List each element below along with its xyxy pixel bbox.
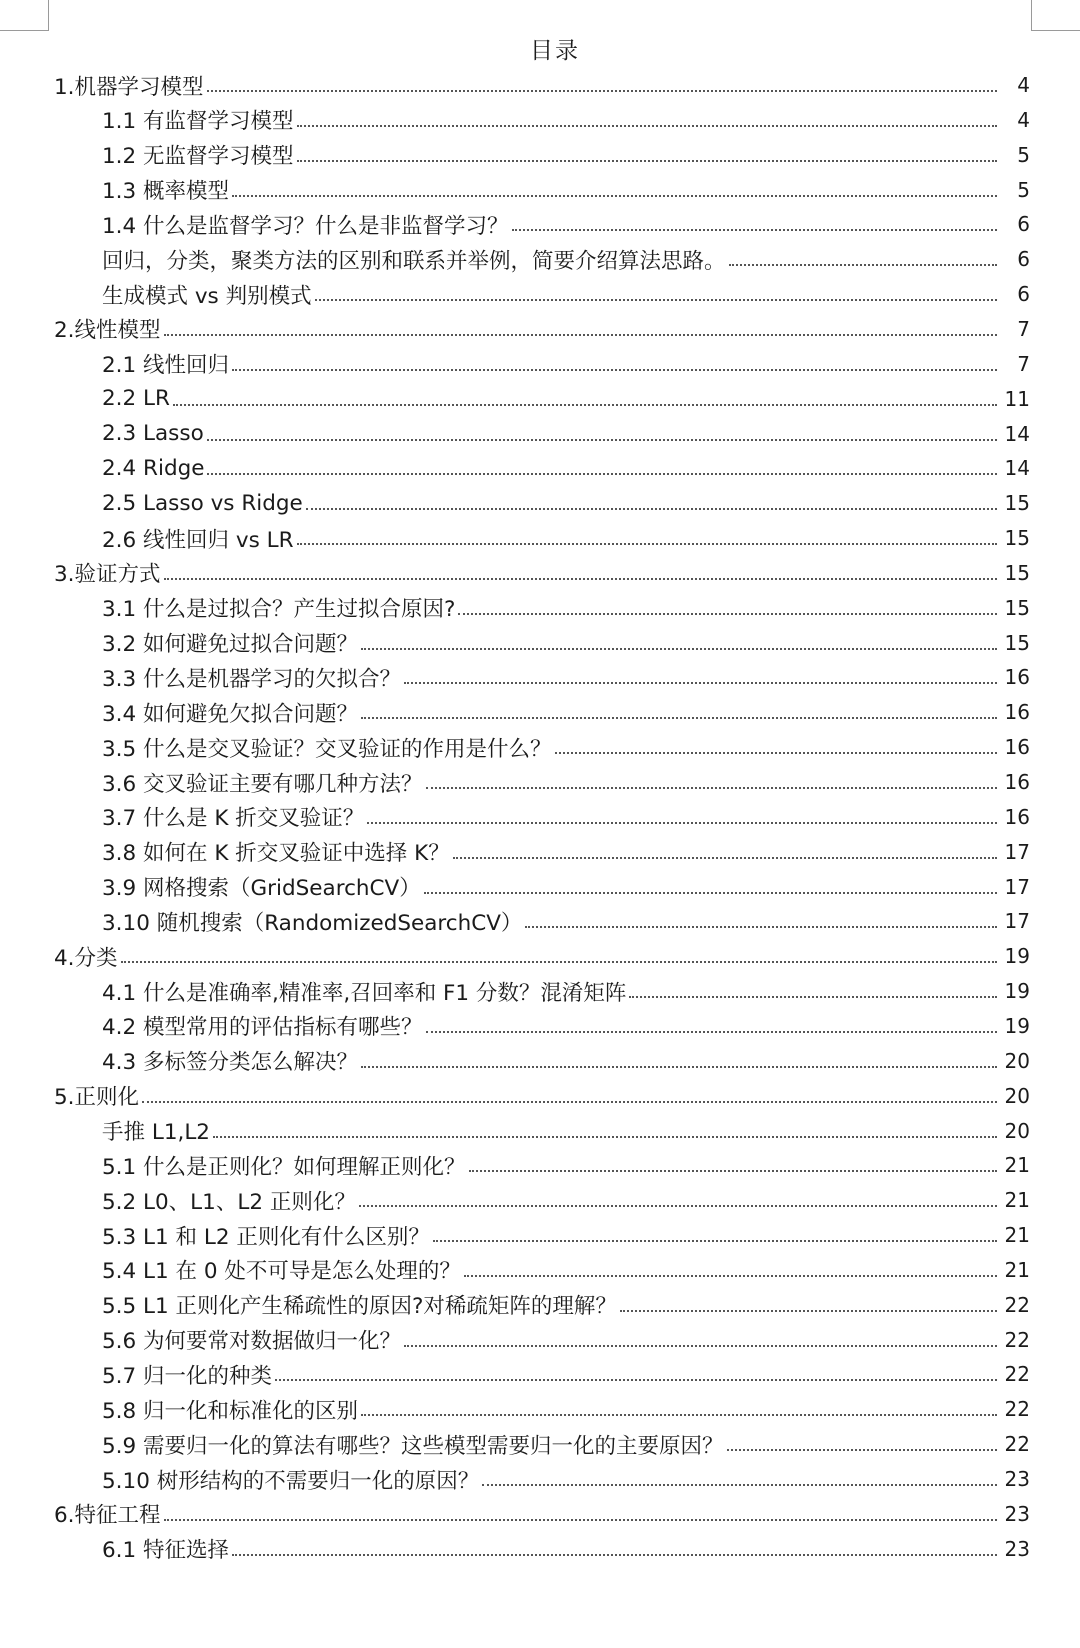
toc-dot-leader: [458, 613, 997, 615]
toc-dot-leader: [359, 1205, 997, 1207]
toc-entry-label: 1.机器学习模型: [54, 74, 204, 100]
toc-dot-leader: [426, 1031, 997, 1033]
toc-section-entry[interactable]: [102, 659, 1030, 695]
toc-section-entry[interactable]: [102, 903, 1030, 939]
toc-entry-label: 5.正则化: [54, 1085, 140, 1111]
toc-section-entry[interactable]: [102, 172, 1030, 208]
toc-section-entry[interactable]: [102, 241, 1030, 277]
toc-page-number: 22: [1004, 1292, 1030, 1317]
toc-dot-leader: [232, 1554, 997, 1556]
toc-page-number: 6: [1017, 282, 1030, 307]
toc-entry-label: 2.6 线性回归 vs LR: [102, 527, 294, 553]
toc-entry-label: 5.8 归一化和标准化的区别: [102, 1398, 359, 1424]
toc-page-number: 5: [1017, 177, 1030, 202]
toc-dot-leader: [453, 857, 997, 859]
toc-section-entry[interactable]: [102, 590, 1030, 626]
toc-section-entry[interactable]: [102, 834, 1030, 870]
toc-dot-leader: [315, 299, 997, 301]
toc-dot-leader: [361, 1066, 997, 1068]
toc-section-entry[interactable]: [102, 102, 1030, 138]
toc-dot-leader: [404, 682, 997, 684]
toc-page-number: 15: [1004, 526, 1030, 551]
toc-entry-label: 4.2 模型常用的评估指标有哪些？: [102, 1015, 423, 1041]
toc-entry-label: 5.10 树形结构的不需要归一化的原因？: [102, 1468, 480, 1494]
toc-entry-label: 6.1 特征选择: [102, 1538, 230, 1564]
toc-entry-label: 3.6 交叉验证主要有哪几种方法？: [102, 771, 423, 797]
toc-dot-leader: [232, 195, 997, 197]
toc-page-number: 14: [1004, 421, 1030, 446]
toc-section-entry[interactable]: [102, 1322, 1030, 1358]
toc-dot-leader: [164, 1519, 997, 1521]
toc-page-number: 7: [1017, 351, 1030, 376]
toc-dot-leader: [525, 926, 997, 928]
toc-section-entry[interactable]: [102, 1461, 1030, 1497]
toc-entry-label: 4.3 多标签分类怎么解决？: [102, 1050, 359, 1076]
toc-section-entry[interactable]: [102, 694, 1030, 730]
toc-dot-leader: [173, 404, 997, 406]
toc-page-number: 19: [1004, 944, 1030, 969]
toc-dot-leader: [424, 892, 997, 894]
toc-page-number: 4: [1017, 73, 1030, 97]
toc-page-number: 22: [1004, 1397, 1030, 1422]
toc-page-number: 16: [1004, 700, 1030, 725]
toc-chapter-entry[interactable]: [54, 311, 1030, 347]
toc-dot-leader: [297, 543, 997, 545]
toc-entry-label: 2.2 LR: [102, 386, 170, 412]
toc-page-number: 16: [1004, 804, 1030, 829]
toc-page-number: 21: [1004, 1257, 1030, 1282]
toc-page-number: 15: [1004, 491, 1030, 516]
toc-dot-leader: [121, 961, 997, 963]
toc-section-entry[interactable]: [102, 206, 1030, 242]
toc-dot-leader: [512, 229, 997, 231]
crop-mark-top-right: [1031, 0, 1080, 31]
toc-section-entry[interactable]: [102, 1043, 1030, 1079]
toc-page-number: 4: [1017, 107, 1030, 132]
toc-section-entry[interactable]: [102, 729, 1030, 765]
toc-entry-label: 5.9 需要归一化的算法有哪些？这些模型需要归一化的主要原因？: [102, 1433, 724, 1459]
toc-page-number: 7: [1017, 316, 1030, 341]
toc-entry-label: 5.4 L1 在 0 处不可导是怎么处理的？: [102, 1259, 461, 1285]
toc-page-number: 17: [1004, 874, 1030, 899]
toc-section-entry[interactable]: [102, 1182, 1030, 1218]
toc-section-entry[interactable]: [102, 1391, 1030, 1427]
toc-page-number: 23: [1004, 1501, 1030, 1526]
toc-page-number: 15: [1004, 630, 1030, 655]
toc-page-number: 21: [1004, 1188, 1030, 1213]
toc-page-number: 5: [1017, 142, 1030, 167]
toc-entry-label: 3.8 如何在 K 折交叉验证中选择 K？: [102, 841, 450, 867]
toc-entry-label: 5.2 L0、L1、L2 正则化？: [102, 1189, 356, 1215]
toc-page-number: 6: [1017, 247, 1030, 272]
toc-entry-label: 3.3 什么是机器学习的欠拟合？: [102, 666, 402, 692]
toc-dot-leader: [404, 1345, 997, 1347]
toc-dot-leader: [620, 1310, 997, 1312]
toc-entry-label: 2.5 Lasso vs Ridge: [102, 490, 303, 516]
toc-entry-label: 5.7 归一化的种类: [102, 1363, 273, 1389]
toc-section-entry[interactable]: [102, 1217, 1030, 1253]
toc-dot-leader: [164, 334, 997, 336]
toc-page-number: 22: [1004, 1327, 1030, 1352]
toc-section-entry[interactable]: [102, 973, 1030, 1009]
toc-dot-leader: [367, 822, 997, 824]
toc-entry-label: 2.4 Ridge: [102, 455, 205, 481]
toc-entry-label: 3.4 如何避免欠拟合问题？: [102, 701, 359, 727]
toc-dot-leader: [629, 996, 997, 998]
toc-section-entry[interactable]: [102, 1356, 1030, 1392]
toc-dot-leader: [297, 160, 997, 162]
toc-entry-label: 4.1 什么是准确率,精准率,召回率和 F1 分数？混淆矩阵: [102, 980, 627, 1006]
toc-page-number: 11: [1004, 386, 1030, 411]
toc-entry-label: 回归，分类，聚类方法的区别和联系并举例，简要介绍算法思路。: [102, 248, 726, 274]
toc-entry-label: 手推 L1,L2: [102, 1120, 210, 1145]
toc-entry-label: 5.6 为何要常对数据做归一化？: [102, 1329, 402, 1355]
toc-dot-leader: [729, 264, 997, 266]
toc-section-entry[interactable]: [102, 276, 1030, 312]
toc-dot-leader: [555, 752, 997, 754]
toc-page-number: 17: [1004, 909, 1030, 934]
toc-entry-label: 3.9 网格搜索（GridSearchCV）: [102, 876, 421, 902]
toc-dot-leader: [361, 648, 997, 650]
toc-entry-label: 3.1 什么是过拟合？产生过拟合原因?: [102, 597, 456, 623]
toc-section-entry[interactable]: [102, 1426, 1030, 1462]
toc-page-number: 20: [1004, 1083, 1030, 1108]
toc-page-number: 15: [1004, 560, 1030, 585]
toc-section-entry[interactable]: [102, 1287, 1030, 1323]
toc-entry-label: 1.2 无监督学习模型: [102, 144, 294, 170]
toc-chapter-entry[interactable]: [54, 555, 1030, 591]
toc-dot-leader: [207, 473, 997, 475]
toc-dot-leader: [232, 369, 997, 371]
toc-chapter-entry[interactable]: [54, 67, 1030, 103]
toc-page-number: 20: [1004, 1118, 1030, 1143]
toc-dot-leader: [213, 1136, 997, 1138]
toc-entry-label: 3.5 什么是交叉验证？交叉验证的作用是什么？: [102, 736, 552, 762]
toc-entry-label: 3.7 什么是 K 折交叉验证？: [102, 806, 365, 832]
toc-section-entry[interactable]: [102, 1008, 1030, 1044]
toc-entry-label: 5.5 L1 正则化产生稀疏性的原因?对稀疏矩阵的理解？: [102, 1294, 617, 1320]
toc-dot-leader: [469, 1170, 997, 1172]
toc-entry-label: 1.1 有监督学习模型: [102, 109, 294, 135]
toc-entry-label: 6.特征工程: [54, 1503, 161, 1529]
toc-dot-leader: [207, 439, 997, 441]
toc-entry-label: 生成模式 vs 判别模式: [102, 283, 312, 309]
toc-dot-leader: [306, 508, 997, 510]
toc-entry-label: 1.3 概率模型: [102, 179, 230, 205]
toc-entry-label: 3.验证方式: [54, 562, 161, 588]
toc-section-entry[interactable]: [102, 137, 1030, 173]
toc-page-number: 16: [1004, 665, 1030, 690]
toc-entry-label: 2.1 线性回归: [102, 353, 230, 379]
toc-dot-leader: [142, 1101, 997, 1103]
toc-section-entry[interactable]: [102, 625, 1030, 661]
toc-entry-label: 5.1 什么是正则化？如何理解正则化？: [102, 1154, 466, 1180]
toc-section-entry[interactable]: [102, 520, 1030, 556]
toc-dot-leader: [207, 90, 997, 92]
toc-entry-label: 3.2 如何避免过拟合问题？: [102, 632, 359, 658]
toc-dot-leader: [482, 1484, 997, 1486]
toc-section-entry[interactable]: [102, 381, 1030, 417]
toc-entry-label: 4.分类: [54, 945, 118, 971]
toc-dot-leader: [727, 1449, 997, 1451]
toc-page-number: 16: [1004, 735, 1030, 760]
toc-page-number: 19: [1004, 979, 1030, 1004]
toc-page-number: 22: [1004, 1432, 1030, 1457]
toc-entry-label: 5.3 L1 和 L2 正则化有什么区别？: [102, 1224, 430, 1250]
toc-section-entry[interactable]: [102, 1113, 1030, 1149]
toc-section-entry[interactable]: [102, 450, 1030, 486]
toc-entry-label: 1.4 什么是监督学习？什么是非监督学习？: [102, 213, 509, 239]
toc-page-number: 21: [1004, 1223, 1030, 1248]
toc-section-entry[interactable]: [102, 1147, 1030, 1183]
toc-page-number: 19: [1004, 1013, 1030, 1038]
toc-section-entry[interactable]: [102, 485, 1030, 521]
toc-page-number: 15: [1004, 595, 1030, 620]
toc-page-number: 23: [1004, 1467, 1030, 1491]
toc-page-number: 16: [1004, 770, 1030, 794]
toc-dot-leader: [164, 578, 997, 580]
toc-dot-leader: [275, 1379, 997, 1381]
toc-entry-label: 2.3 Lasso: [102, 421, 204, 446]
toc-entry-label: 2.线性模型: [54, 318, 161, 344]
toc-chapter-entry[interactable]: [54, 938, 1030, 974]
toc-page-number: 22: [1004, 1362, 1030, 1387]
toc-dot-leader: [426, 787, 997, 789]
toc-section-entry[interactable]: [102, 764, 1030, 800]
toc-dot-leader: [433, 1240, 997, 1242]
toc-entry-label: 3.10 随机搜索（RandomizedSearchCV）: [102, 910, 523, 936]
toc-section-entry[interactable]: [102, 346, 1030, 382]
crop-mark-top-left: [0, 0, 49, 31]
toc-dot-leader: [361, 1414, 997, 1416]
toc-page-number: 14: [1004, 456, 1030, 481]
toc-section-entry[interactable]: [102, 1531, 1030, 1567]
toc-page-number: 20: [1004, 1048, 1030, 1073]
toc-dot-leader: [297, 125, 997, 127]
toc-section-entry[interactable]: [102, 869, 1030, 905]
toc-dot-leader: [361, 717, 997, 719]
toc-chapter-entry[interactable]: [54, 1496, 1030, 1532]
toc-dot-leader: [464, 1275, 997, 1277]
toc-section-entry[interactable]: [102, 1252, 1030, 1288]
toc-page-number: 17: [1004, 839, 1030, 864]
toc-section-entry[interactable]: [102, 416, 1030, 452]
toc-title: 目录: [530, 38, 580, 64]
toc-chapter-entry[interactable]: [54, 1078, 1030, 1114]
toc-section-entry[interactable]: [102, 799, 1030, 835]
toc-page-number: 6: [1017, 212, 1030, 237]
toc-page-number: 21: [1004, 1153, 1030, 1178]
toc-page-number: 23: [1004, 1536, 1030, 1561]
